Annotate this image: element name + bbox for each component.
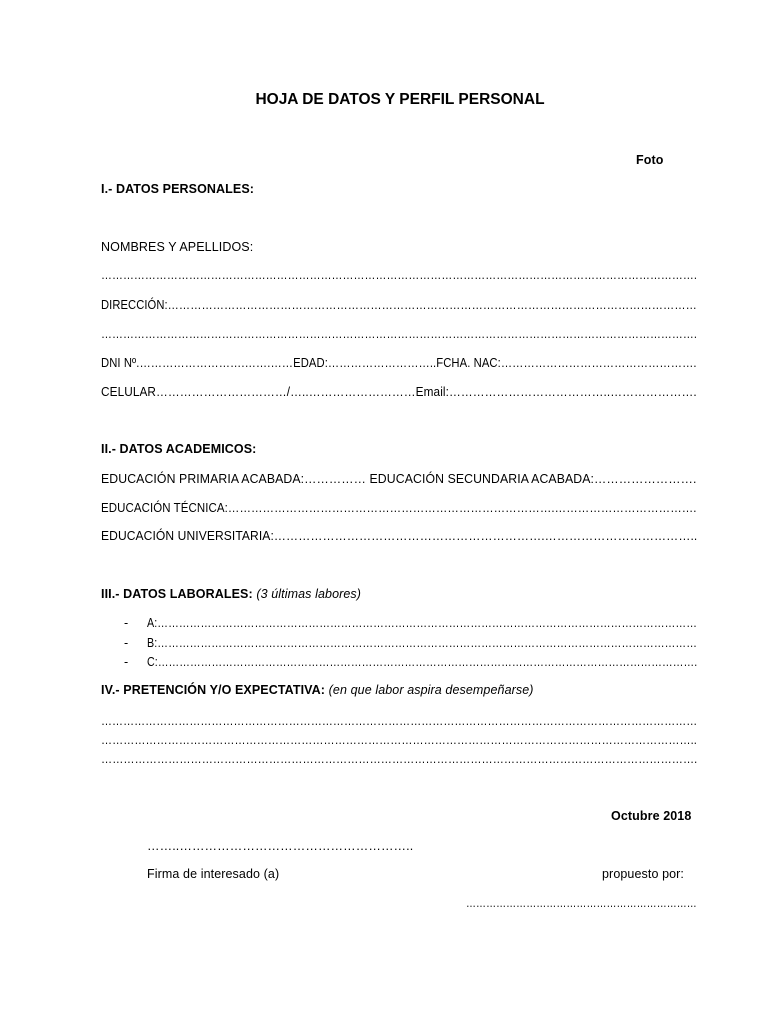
address-continuation-field: ………………………………………………………………………………………………………………………………………………. (101, 327, 697, 341)
list-bullet: - (124, 616, 129, 630)
section-heading-expectation (101, 683, 534, 697)
primary-secondary-education-field: EDUCACIÓN PRIMARIA ACABADA:…………… EDUCACIÓN SECUNDARIA ACABADA:……………………. (101, 472, 697, 486)
section-heading-work (101, 587, 361, 601)
list-item-text: A:…………………………………………………………………………………………………………………………………… (147, 616, 698, 630)
expectation-line-2: …………………………………………………………………………………………………………………………………………….. (101, 733, 697, 747)
names-field: ………………………………………………………………………………………………………………………………………………. (101, 268, 697, 282)
expectation-heading-note: (en que labor aspira desempeñarse) (328, 683, 534, 697)
photo-label: Foto (636, 153, 664, 167)
list-item-text: C:……………………………………………………………………………………………………………………………………. (147, 655, 698, 669)
signature-label: Firma de interesado (a) (147, 867, 280, 881)
expectation-heading-text: IV.- PRETENCIÓN Y/O EXPECTATIVA: (101, 683, 326, 697)
dni-age-birthdate-field: DNI Nº.……………………….…….……EDAD:………………………..FCHA. NAC:……………………………………………. (101, 356, 697, 370)
address-field: DIRECCIÓN:…………………………………………………………………………………………………………………………… (101, 298, 697, 312)
page-title: HOJA DE DATOS Y PERFIL PERSONAL (255, 91, 545, 108)
expectation-line-3: ……………………………………………………………………………………………………………………………………………. (101, 752, 698, 766)
proposed-by-label: propuesto por: (602, 867, 685, 881)
list-bullet: - (124, 636, 129, 650)
proposed-by-line: …………………………………………………………… (466, 896, 697, 910)
section-heading-academic: II.- DATOS ACADEMICOS: (101, 442, 257, 456)
names-label: NOMBRES Y APELLIDOS: (101, 240, 254, 254)
signature-line: ……..……………………………………………….. (147, 839, 414, 853)
work-heading-text: III.- DATOS LABORALES: (101, 587, 253, 601)
university-education-field: EDUCACIÓN UNIVERSITARIA:………………………………………………………….……………………………….. (101, 529, 698, 543)
list-bullet: - (124, 655, 129, 669)
list-item-text: B:…………………………………………………………………………………………………………………………………… (147, 636, 698, 650)
work-heading-note: (3 últimas labores) (256, 587, 362, 601)
phone-email-field: CELULAR……………………………/…..………………………Email:…………………………………..…………………. (101, 385, 697, 399)
expectation-line-1: ……………………………………………………………………………………………………………………………………………… (101, 714, 698, 728)
section-heading-personal: I.- DATOS PERSONALES: (101, 182, 255, 196)
technical-education-field: EDUCACIÓN TÉCNICA:………………………………………………………………………….………………………………. (101, 501, 697, 515)
document-date: Octubre 2018 (611, 809, 692, 823)
